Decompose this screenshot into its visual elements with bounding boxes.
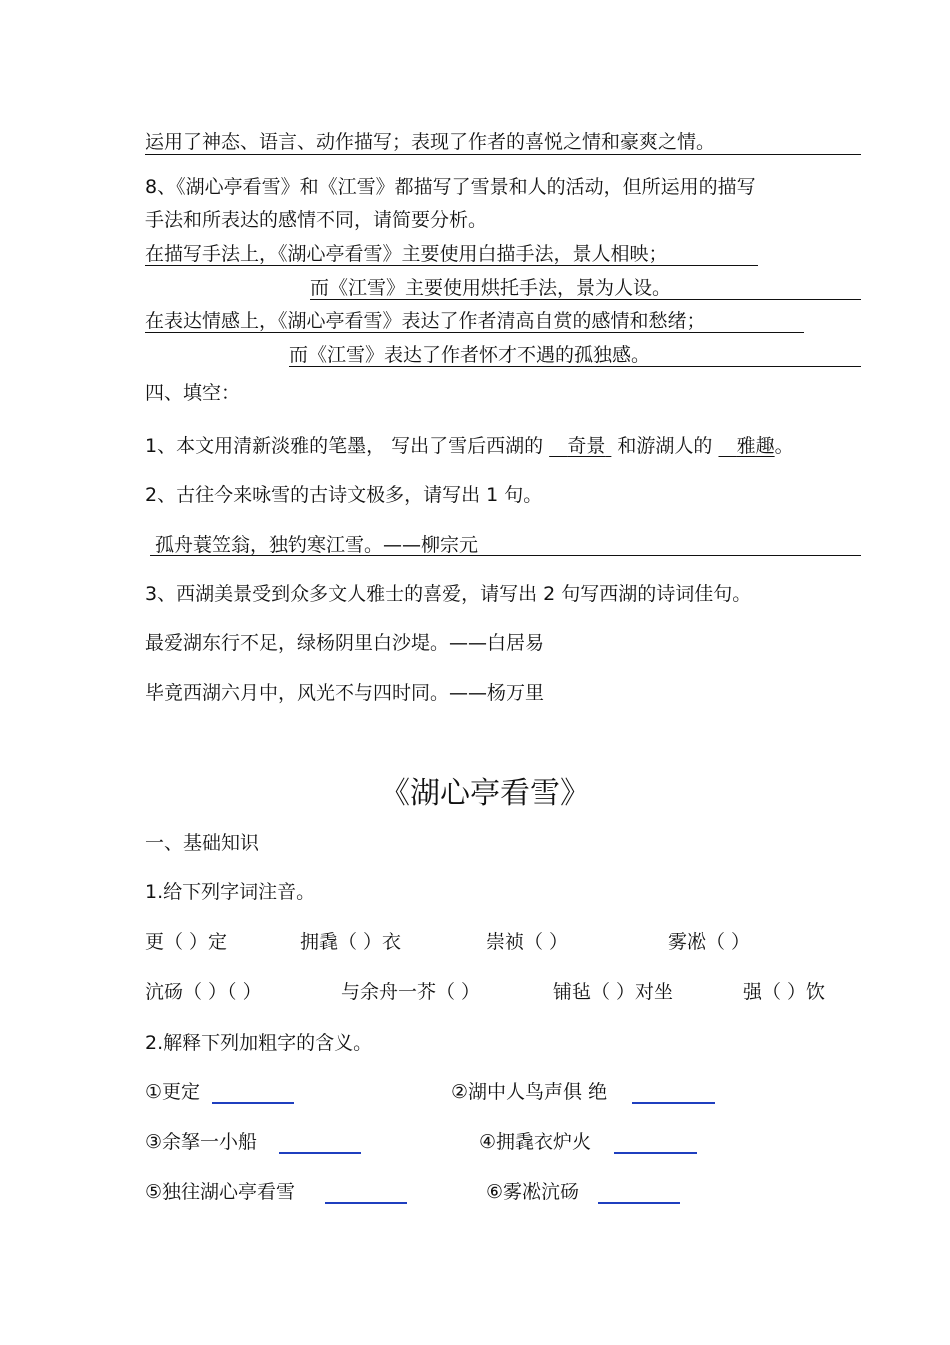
- definition-item: ②湖中人鸟声俱 绝: [451, 1081, 608, 1103]
- pinyin-item: 强（ ）饮: [743, 981, 826, 1003]
- pinyin-item: 与余舟一芥（ ）: [341, 981, 481, 1003]
- fill-question-3: 3、西湖美景受到众多文人雅士的喜爱，请写出 2 句写西湖的诗词佳句。: [145, 583, 752, 605]
- pinyin-item: 更（ ）定: [145, 931, 228, 953]
- q8-answer-2: 而《江雪》主要使用烘托手法，景为人设。: [310, 277, 672, 299]
- fill-q1-end: 。: [774, 435, 794, 457]
- section-heading-basics: 一、基础知识: [145, 832, 260, 854]
- definition-blank[interactable]: [632, 1102, 715, 1104]
- pinyin-item: 沆砀（ ）（ ）: [145, 981, 262, 1003]
- question-8-line-b: 手法和所表达的感情不同，请简要分析。: [145, 209, 488, 231]
- fill-q1-prefix: 1、本文用清新淡雅的笔墨， 写出了雪后西湖的: [145, 435, 544, 457]
- answer-underline-7: [145, 154, 861, 155]
- fill-q2-underline: [150, 555, 861, 556]
- question-8-line-a: 8、《湖心亭看雪》和《江雪》都描写了雪景和人的活动，但所运用的描写: [145, 176, 756, 198]
- fill-question-2: 2、古往今来咏雪的古诗文极多，请写出 1 句。: [145, 484, 543, 506]
- q8-underline-1: [145, 265, 758, 266]
- definition-blank[interactable]: [598, 1202, 680, 1204]
- q8-underline-4: [289, 366, 861, 367]
- definition-blank[interactable]: [212, 1102, 294, 1104]
- section-heading-fill: 四、填空：: [145, 382, 241, 404]
- pinyin-item: 拥毳（ ）衣: [300, 931, 402, 953]
- definition-item: ⑥雾凇沆砀: [486, 1181, 580, 1203]
- exercise-question-1: 1.给下列字词注音。: [145, 881, 316, 903]
- q8-answer-3: 在表达情感上，《湖心亭看雪》表达了作者清高自赏的感情和愁绪；: [145, 310, 706, 332]
- pinyin-item: 雾凇（ ）: [668, 931, 751, 953]
- fill-question-1: [145, 434, 794, 458]
- definition-item: ④拥毳衣炉火: [479, 1131, 592, 1153]
- fill-q2-answer: 孤舟蓑笠翁，独钓寒江雪。——柳宗元: [155, 534, 479, 556]
- page-title: 《湖心亭看雪》: [380, 776, 590, 811]
- q8-underline-2: [310, 299, 861, 300]
- exercise-question-2: 2.解释下列加粗字的含义。: [145, 1032, 373, 1054]
- q8-answer-1: 在描写手法上，《湖心亭看雪》主要使用白描手法，景人相映；: [145, 243, 668, 265]
- definition-blank[interactable]: [279, 1152, 361, 1154]
- definition-item: ①更定: [145, 1081, 201, 1103]
- q8-underline-3: [145, 332, 804, 333]
- q8-answer-4: 而《江雪》表达了作者怀才不遇的孤独感。: [289, 344, 651, 366]
- fill-q3-answer-2: 毕竟西湖六月中，风光不与四时同。——杨万里: [145, 682, 545, 704]
- answer-line-7: 运用了神态、语言、动作描写；表现了作者的喜悦之情和豪爽之情。: [145, 131, 716, 153]
- fill-q1-blank-1: 奇景: [567, 435, 606, 457]
- fill-q1-blank-2: 雅趣: [736, 435, 775, 457]
- fill-q3-answer-1: 最爱湖东行不足，绿杨阴里白沙堤。——白居易: [145, 632, 545, 654]
- pinyin-item: 崇祯（ ）: [486, 931, 569, 953]
- definition-blank[interactable]: [325, 1202, 407, 1204]
- pinyin-item: 铺毡（ ）对坐: [553, 981, 674, 1003]
- definition-item: ⑤独往湖心亭看雪: [145, 1181, 296, 1203]
- definition-blank[interactable]: [614, 1152, 697, 1154]
- fill-q1-middle: 和游湖人的: [617, 435, 713, 457]
- definition-item: ③余拏一小船: [145, 1131, 258, 1153]
